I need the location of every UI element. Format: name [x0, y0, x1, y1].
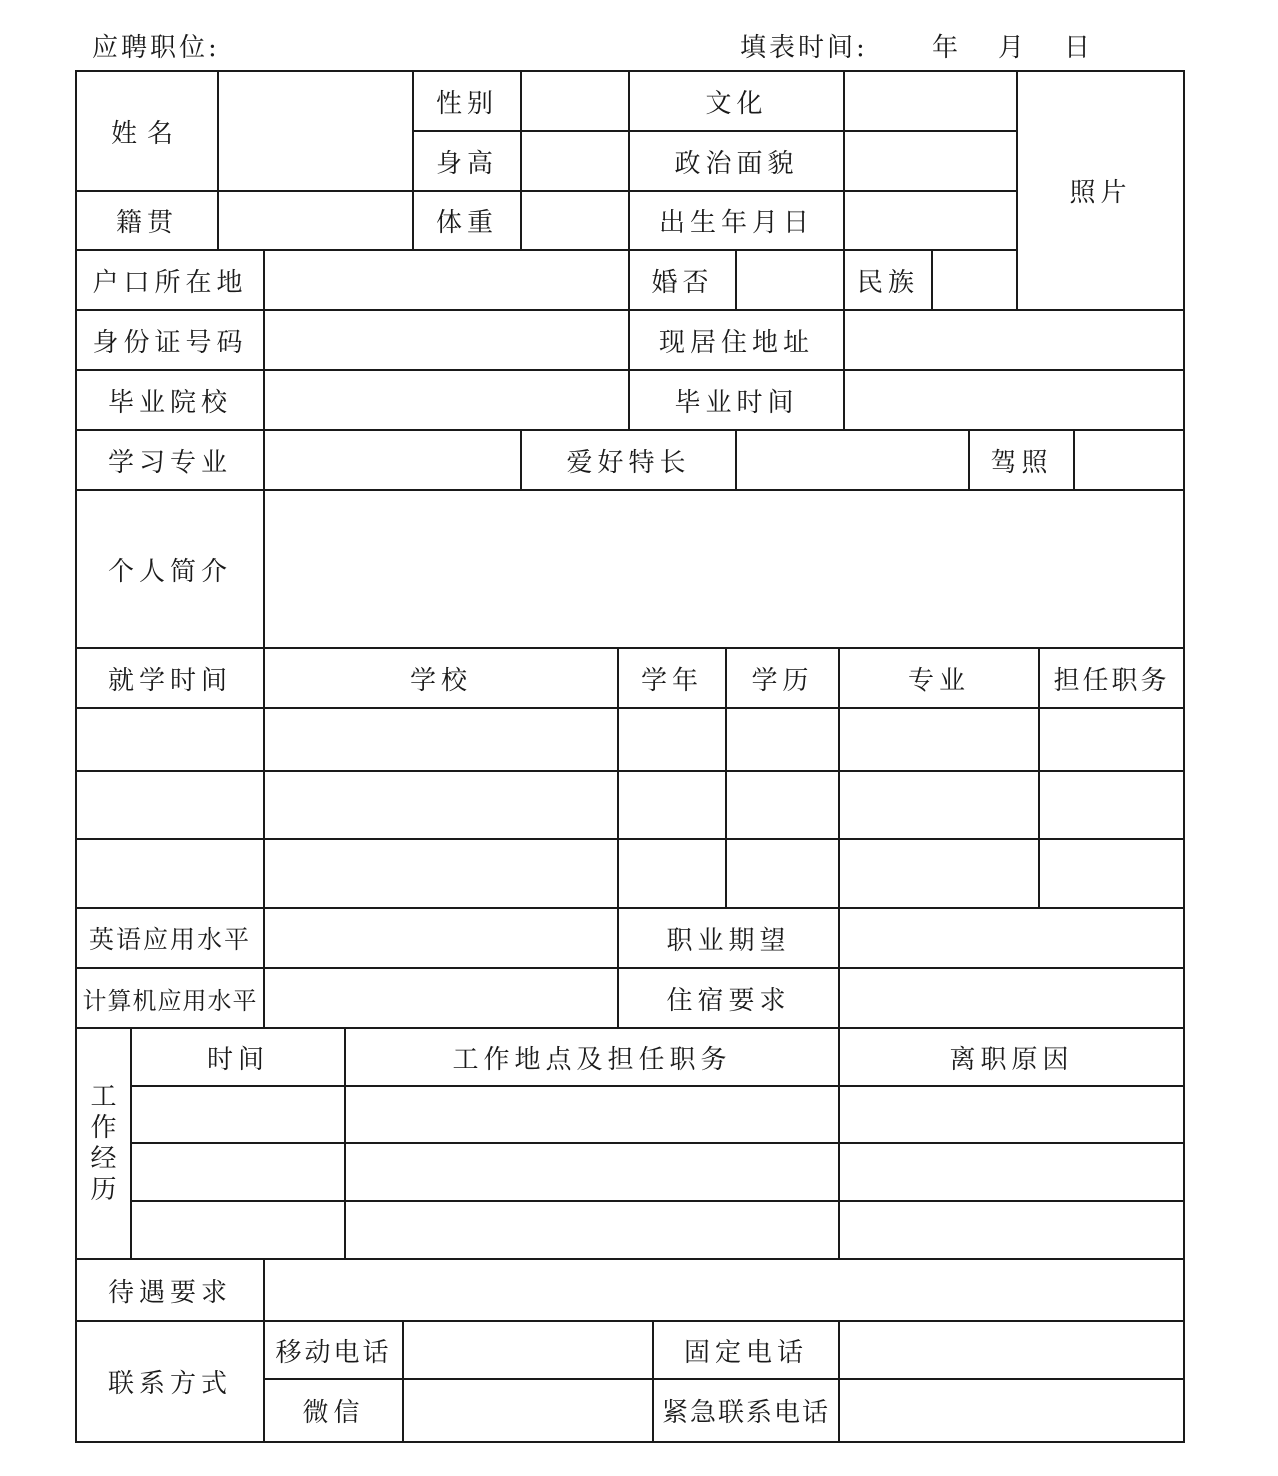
name-label: 姓名: [110, 118, 183, 149]
contact-label: 联系方式: [107, 1369, 232, 1399]
month-label: 月: [998, 33, 1028, 63]
hobbies-label: 爱好特长: [566, 447, 691, 478]
work-header-time: 时间: [206, 1044, 269, 1075]
education-label: 文化: [705, 88, 768, 119]
work-header-leave-reason: 离职原因: [949, 1044, 1074, 1075]
year-label: 年: [932, 33, 962, 63]
profile-label: 个人简介: [107, 556, 232, 587]
landline-field[interactable]: [840, 1322, 1183, 1378]
edu-header-role: 担任职务: [1053, 665, 1170, 696]
rule: [263, 907, 265, 1027]
mobile-field[interactable]: [404, 1322, 652, 1378]
rule: [1073, 429, 1075, 489]
driver-license-label: 驾照: [990, 447, 1053, 478]
rule: [1183, 70, 1185, 1443]
marital-status-label: 婚否: [651, 267, 714, 298]
rule: [735, 249, 737, 309]
gender-label: 性别: [435, 88, 498, 119]
rule: [931, 249, 933, 309]
native-place-label: 籍贯: [115, 208, 178, 238]
position-label: 应聘职位:: [92, 33, 220, 63]
career-expectation-label: 职业期望: [666, 925, 791, 956]
height-label: 身高: [435, 148, 498, 179]
household-registration-label: 户口所在地: [92, 267, 248, 298]
rule: [843, 309, 845, 429]
graduation-time-label: 毕业时间: [674, 387, 799, 418]
id-number-label: 身份证号码: [92, 327, 248, 358]
salary-requirement-field[interactable]: [265, 1260, 1183, 1320]
rule: [130, 1085, 1185, 1087]
emergency-contact-label: 紧急联系电话: [661, 1398, 830, 1428]
day-label: 日: [1064, 33, 1094, 63]
salary-requirement-label: 待遇要求: [107, 1277, 232, 1308]
edu-header-year: 学年: [640, 665, 703, 696]
photo-placeholder: 照片: [1069, 178, 1132, 208]
rule: [735, 429, 737, 489]
wechat-label: 微信: [302, 1398, 365, 1428]
rule: [838, 907, 840, 1027]
major-label: 学习专业: [107, 447, 232, 478]
rule: [75, 838, 1185, 840]
edu-header-major: 专业: [907, 665, 970, 696]
rule: [75, 770, 1185, 772]
edu-header-period: 就学时间: [107, 665, 232, 696]
work-history-title: [77, 1029, 130, 1258]
work-header-location-role: 工作地点及担任职务: [452, 1044, 732, 1075]
political-status-label: 政治面貌: [674, 148, 799, 179]
ethnicity-label: 民族: [856, 267, 919, 298]
profile-field[interactable]: [265, 491, 1183, 647]
rule: [130, 1142, 1185, 1144]
rule: [520, 70, 522, 251]
current-address-label: 现居住地址: [658, 327, 814, 358]
accommodation-label: 住宿要求: [666, 985, 791, 1016]
birth-date-label: 出生年月日: [658, 208, 814, 238]
rule: [263, 429, 265, 489]
date-label: 填表时间:: [740, 33, 868, 63]
emergency-contact-field[interactable]: [840, 1380, 1183, 1441]
weight-label: 体重: [435, 208, 498, 238]
mobile-label: 移动电话: [275, 1337, 392, 1368]
computer-level-label: 计算机应用水平: [82, 986, 258, 1015]
work-history-char: 工: [90, 1081, 117, 1112]
rule: [263, 309, 265, 429]
household-registration-field[interactable]: [265, 251, 628, 309]
edu-header-school: 学校: [409, 665, 472, 696]
rule: [843, 70, 845, 251]
rule: [75, 1441, 1185, 1443]
work-history-char: 经: [90, 1143, 117, 1174]
work-history-char: 历: [90, 1174, 117, 1205]
wechat-field[interactable]: [404, 1380, 652, 1441]
rule: [75, 707, 1185, 709]
rule: [217, 70, 219, 251]
english-level-label: 英语应用水平: [88, 925, 251, 954]
school-label: 毕业院校: [107, 387, 232, 418]
work-history-char: 作: [90, 1112, 117, 1143]
edu-header-degree: 学历: [751, 665, 814, 696]
rule: [130, 1200, 1185, 1202]
landline-label: 固定电话: [683, 1337, 808, 1368]
